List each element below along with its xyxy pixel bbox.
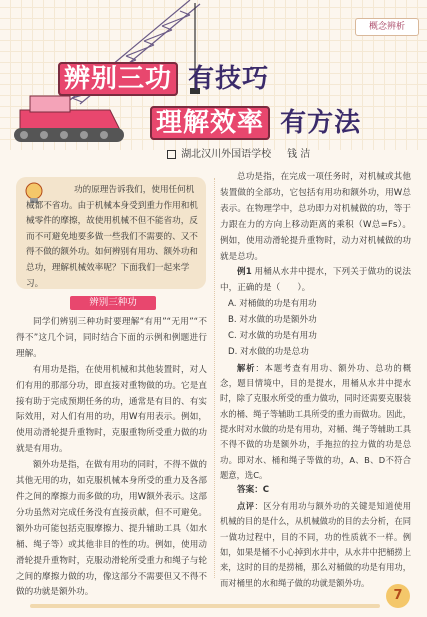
intro-box [16, 177, 206, 289]
intro-text: 功的原理告诉我们，使用任何机械都不省功。由于机械本身受到重力作用和机械零件的摩擦，故使用机械不但不能省功，反而不可避免地要多做一些我们不需要的、又不得不做的额外功。如何辨别有用功、额外功和总功，理解机械效率呢？下面我们一起来学习。 [26, 185, 198, 289]
example-text: 用桶从水井中提水，下列关于做功的说法中，正确的是（ ）。 [220, 267, 411, 294]
section-heading: 辨别三种功 [70, 296, 156, 310]
left-paragraph-2: 有用功是指，在使用机械和其他装置时，对人们有用的那部分功，即直接对重物做的功。它是直接有助于完成预期任务的功，通常是有目的、有实际效用，对人们有用的功，用W有用表示。例如，使用动滑轮提升重物时，克服重物所受重力做的功就是有用功。 [16, 364, 207, 455]
left-paragraph-1: 同学们辨别三种功时要理解“有用”“无用”“不得不”这几个词，同时结合下面的示例和例题进行理解。 [16, 317, 207, 359]
column-divider [214, 178, 215, 578]
page-number: 7 [386, 584, 410, 608]
title-part-2: 有技巧 [188, 64, 270, 94]
option-a: A. 对桶做的功是有用功 [228, 299, 317, 310]
byline-school: 湖北汉川外国语学校 [181, 149, 272, 160]
comment-text: 区分有用功与额外功的关键是知道使用机械的目的是什么，从机械做功的目的去分析，在同一做功过程中，目的不同，功的性质就不一样。例如，如果是桶不小心掉到水井中，从水井中把桶捞上来，这时的目的是捞桶，那么对桶做的功是有用功，而对桶里的水和绳子做的功就是额外功。 [220, 501, 411, 588]
option-c: C. 对水做的功是有用功 [228, 331, 317, 342]
comment: 点评：区分有用功与额外功的关键是知道使用机械的目的是什么，从机械做功的目的去分析，在同一做功过程中，目的不同，功的性质就不一样。例如，如果是桶不小心掉到水井中，从水井中把桶捞上来，这时的目的是捞桶，那么对桶做的功是有用功，而对桶里的水和绳子做的功就是额外功。 [220, 501, 411, 588]
option-d: D. 对水做的功是总功 [228, 346, 309, 357]
title-part-3: 理解效率 [150, 106, 270, 140]
answer [220, 483, 411, 499]
example-question [220, 265, 411, 297]
page-footer-bar [30, 604, 380, 608]
left-paragraph-3: 额外功是指，在做有用功的同时，不得不做的其他无用的功，如克服机械本身所受的重力及各部件之间的摩擦力而多做的功，用W额外表示。这部分功虽然对完成任务没有直接贡献，但不可避免。额外功可能包括克服摩擦力、提升辅助工具（如水桶、绳子等）或其他非目的性的功。例如，使用动滑轮提升重物时，克服动滑轮所受重力和绳子与轮之间的摩擦力做的功，像这部分不需要但又不得不做的功就是额外功。 [16, 460, 207, 598]
right-column [220, 170, 411, 591]
title-line-1 [58, 58, 269, 95]
byline-box-icon [167, 150, 176, 159]
analysis-text: 本题考查有用功、额外功、总功的概念，题目情境中，目的是提水，用桶从水井中提水时，除了克服水所受的重力做功，同时还需要克服装水的桶、绳子等辅助工具所受的重力而做功。因此，提水时对水做的功是有用功，对桶、绳子等辅助工具不得不做的功是额外功，手拖拉的拉力做的功是总功。即对水、桶和绳子等做的功，A、B、D不符合题意，选C。 [220, 362, 411, 480]
example-label: 例1 [237, 267, 252, 278]
category-tag: 概念辨析 [355, 18, 419, 36]
title-part-4: 有方法 [280, 108, 362, 138]
right-paragraph: 总功是指，在完成一项任务时，对机械或其他装置做的全部功，它包括有用功和额外功，用W总表示。在物理学中，总功即力对机械做的功，等于力跟在力的方向上移动距离的乘积（W总=Fs）。例如，使用动滑轮提升重物时，动力对机械做的功就是总功。 [220, 172, 411, 262]
answer-label: 答案： [237, 485, 263, 496]
title-line-2 [150, 102, 361, 139]
title-part-1: 辨别三功 [58, 62, 178, 96]
left-column [16, 315, 207, 601]
byline [167, 145, 310, 160]
analysis-label: 解析 [237, 362, 256, 373]
comment-label: 点评 [237, 501, 255, 512]
analysis: 解析：本题考查有用功、额外功、总功的概念，题目情境中，目的是提水，用桶从水井中提水时，除了克服水所受的重力做功，同时还需要克服装水的桶、绳子等辅助工具所受的重力而做功。因此，提水时对水做的功是有用功，对桶、绳子等辅助工具不得不做的功是额外功，手拖拉的拉力做的功是总功。即对水、桶和绳子等做的功，A、B、D不符合题意，选C。 [220, 362, 411, 480]
option-b: B. 对水做的功是额外功 [228, 315, 317, 326]
byline-author: 钱 洁 [287, 149, 311, 160]
answer-value: C [262, 485, 270, 496]
